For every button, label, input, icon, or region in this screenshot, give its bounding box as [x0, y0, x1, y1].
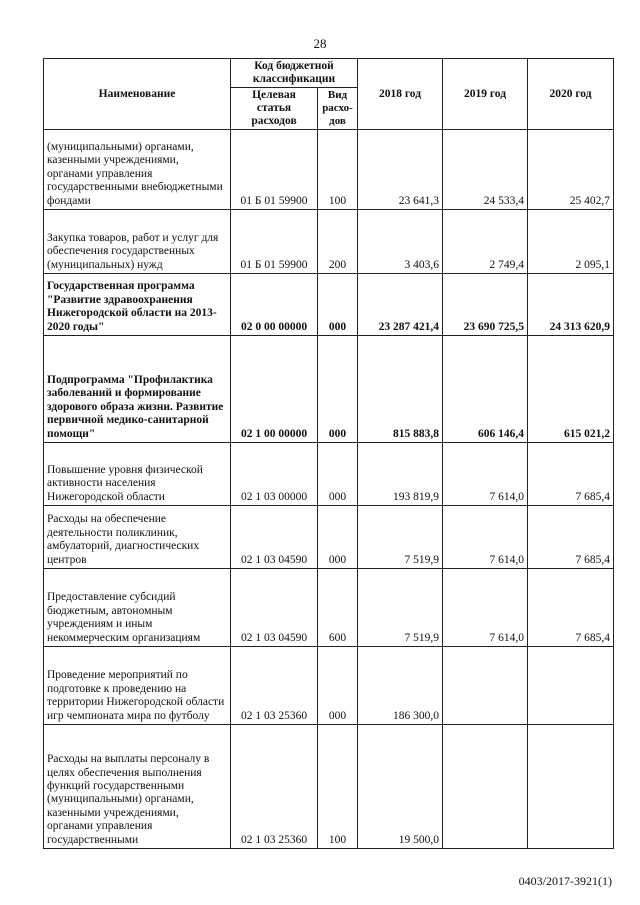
row-2018: 186 300,0: [358, 647, 443, 725]
row-expense-type: 200: [318, 210, 358, 274]
row-2018: 7 519,9: [358, 506, 443, 569]
row-2020: 615 021,2: [528, 336, 614, 443]
row-target-code: 02 1 03 00000: [231, 443, 318, 506]
row-2018: 815 883,8: [358, 336, 443, 443]
page-number: 28: [313, 36, 327, 51]
row-2019: 7 614,0: [443, 443, 528, 506]
row-2019: [443, 647, 528, 725]
row-expense-type: 000: [318, 647, 358, 725]
row-name: Закупка товаров, работ и услуг для обеспечения государственных (муниципальных) нужд: [44, 210, 231, 274]
row-2020: 2 095,1: [528, 210, 614, 274]
header-code-group: Код бюджетной классификации: [231, 59, 358, 88]
table-row: [44, 274, 614, 336]
row-2019: 23 690 725,5: [443, 274, 528, 336]
row-2020: [528, 725, 614, 849]
row-name: Расходы на выплаты персоналу в целях обеспечения выполнения функций государственными (муниципальными) органами, казенными учреждениями, органами управления государственными: [44, 725, 231, 849]
table-row: [44, 647, 614, 725]
row-2019: 7 614,0: [443, 506, 528, 569]
row-2018: 7 519,9: [358, 569, 443, 647]
table-row: [44, 506, 614, 569]
row-2019: 2 749,4: [443, 210, 528, 274]
row-target-code: 02 1 03 04590: [231, 569, 318, 647]
row-expense-type: 100: [318, 130, 358, 210]
table-row: [44, 210, 614, 274]
row-name: (муниципальными) органами, казенными учреждениями, органами управления государственными внебюджетными фондами: [44, 130, 231, 210]
row-target-code: 02 1 03 25360: [231, 725, 318, 849]
table-row: [44, 336, 614, 443]
row-2020: 7 685,4: [528, 569, 614, 647]
header-row: [44, 59, 614, 88]
row-2020: 7 685,4: [528, 443, 614, 506]
row-2019: 606 146,4: [443, 336, 528, 443]
row-name: Проведение мероприятий по подготовке к проведению на территории Нижегородской области игр чемпионата мира по футболу: [44, 647, 231, 725]
row-expense-type: 100: [318, 725, 358, 849]
row-target-code: 02 1 03 25360: [231, 647, 318, 725]
row-target-code: 02 0 00 00000: [231, 274, 318, 336]
row-2020: 7 685,4: [528, 506, 614, 569]
row-2020: 24 313 620,9: [528, 274, 614, 336]
header-expense-type: Вид расхо-дов: [318, 88, 358, 130]
row-2019: 24 533,4: [443, 130, 528, 210]
row-2018: 193 819,9: [358, 443, 443, 506]
row-expense-type: 600: [318, 569, 358, 647]
table-row: [44, 443, 614, 506]
row-name: Подпрограмма "Профилактика заболеваний и формирование здорового образа жизни. Развитие первичной медико-санитарной помощи": [44, 336, 231, 443]
row-name: Предоставление субсидий бюджетным, автономным учреждениям и иным некоммерческим организациям: [44, 569, 231, 647]
table-row: [44, 569, 614, 647]
row-2018: 23 287 421,4: [358, 274, 443, 336]
header-name: Наименование: [44, 59, 231, 130]
row-name: Государственная программа "Развитие здравоохранения Нижегородской области на 2013-2020 годы": [44, 274, 231, 336]
row-2018: 23 641,3: [358, 130, 443, 210]
header-2018: 2018 год: [358, 59, 443, 130]
row-2020: 25 402,7: [528, 130, 614, 210]
row-target-code: 01 Б 01 59900: [231, 130, 318, 210]
table-row: [44, 130, 614, 210]
budget-table: [43, 58, 614, 849]
row-2018: 19 500,0: [358, 725, 443, 849]
row-2019: 7 614,0: [443, 569, 528, 647]
row-target-code: 02 1 03 04590: [231, 506, 318, 569]
row-2019: [443, 725, 528, 849]
document-code: 0403/2017-3921(1): [518, 874, 612, 888]
row-2020: [528, 647, 614, 725]
row-expense-type: 000: [318, 274, 358, 336]
row-2018: 3 403,6: [358, 210, 443, 274]
header-2020: 2020 год: [528, 59, 614, 130]
row-expense-type: 000: [318, 506, 358, 569]
table-row: [44, 725, 614, 849]
row-expense-type: 000: [318, 443, 358, 506]
row-name: Повышение уровня физической активности населения Нижегородской области: [44, 443, 231, 506]
row-name: Расходы на обеспечение деятельности поликлиник, амбулаторий, диагностических центров: [44, 506, 231, 569]
row-target-code: 01 Б 01 59900: [231, 210, 318, 274]
header-2019: 2019 год: [443, 59, 528, 130]
header-target-article: Целевая статья расходов: [231, 88, 318, 130]
row-expense-type: 000: [318, 336, 358, 443]
row-target-code: 02 1 00 00000: [231, 336, 318, 443]
